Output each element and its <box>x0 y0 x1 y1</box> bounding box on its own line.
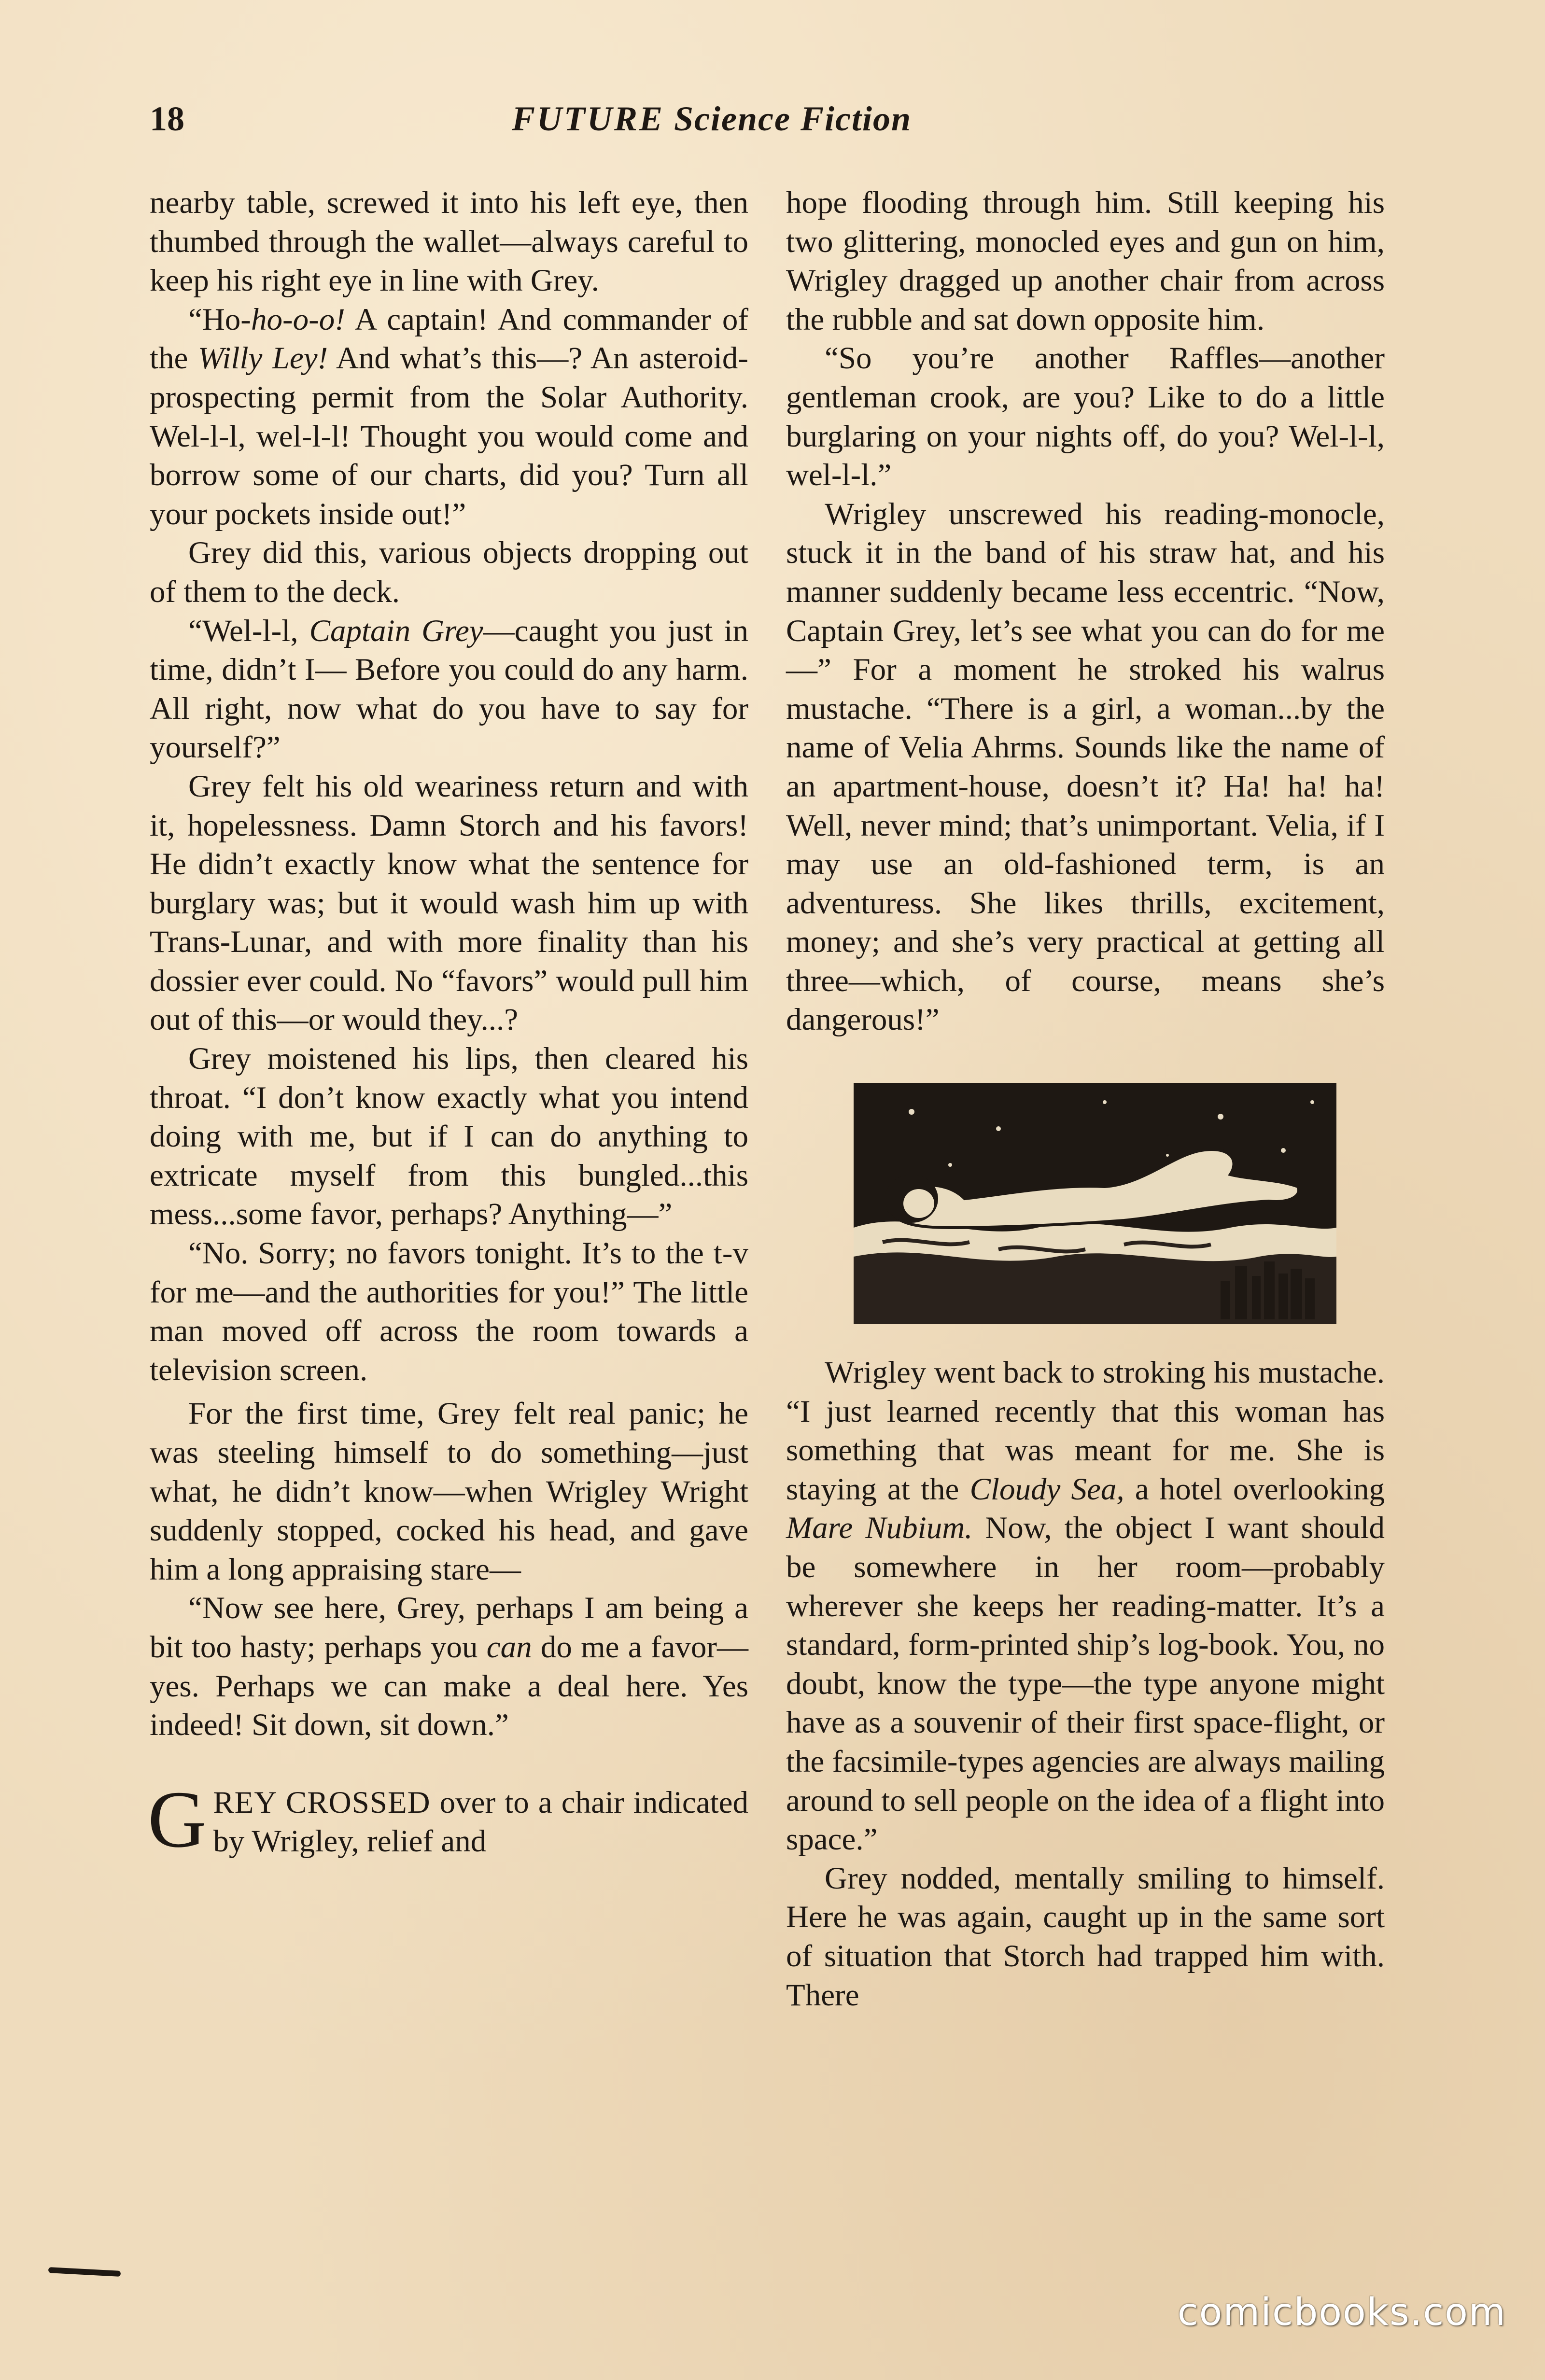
magazine-subtitle: Science Fiction <box>674 99 912 138</box>
paragraph: “So you’re another Raffles—another gentleman crook, are you? Like to do a little burglaring on your nights off, do you? Wel-l-l, wel-l-l.” <box>786 341 1385 493</box>
paragraph: “Ho-ho-o-o! A captain! And commander of the Willy Ley! And what’s this—? An asteroid-prospecting permit from the Solar Authority. Wel-l-l, wel-l-l! Thought you would come and borrow some of our charts, did you? Turn all your pockets inside out!” <box>150 302 748 532</box>
paragraph: Grey did this, various objects dropping out of them to the deck. <box>150 535 748 609</box>
paragraph: hope flooding through him. Still keeping his two glittering, monocled eyes and gun on him, Wrigley dragged up another chair from across the rubble and sat down opposite him. <box>786 185 1385 337</box>
section-paragraph: GREY CROSSED over to a chair indicated by Wrigley, relief and <box>148 1774 748 1864</box>
paragraph: Wrigley unscrewed his reading-monocle, stuck it in the band of his straw hat, and his manner suddenly became less eccentric. “Now, Captain Grey, let’s see what you can do for me—” For a moment he stroked his walrus mustache. “There is a girl, a woman...by the name of Velia Ahrms. Sounds like the name of an apartment-house, doesn’t it? Ha! ha! ha! Well, never mind; that’s unimportant. Velia, if I may use an old-fashioned term, is an adventuress. She likes thrills, excitement, money; and she’s very practical at getting all three—which, of course, means she’s dangerous!” <box>786 496 1385 1037</box>
magazine-name: FUTURE <box>512 99 665 138</box>
paragraph: Wrigley went back to stroking his mustache. “I just learned recently that this woman has something that was meant for me. She is staying at the Cloudy Sea, a hotel overlooking Mare Nubium. Now, the object I want should be somewhere in her room—probably wherever she keeps her reading-matter. It’s a standard, form-printed ship’s log-book. You, no doubt, know the type—the type anyone might have as a souvenir of their first space-flight, or the facsimile-types agencies are always mailing around to sell people on the idea of a flight into space.” <box>786 1355 1385 1857</box>
floating-woman-illustration <box>854 1083 1336 1324</box>
paragraph: nearby table, screwed it into his left eye, then thumbed through the wallet—always careful to keep his right eye in line with Grey. <box>150 185 748 298</box>
running-head <box>512 99 912 139</box>
paragraph: “Wel-l-l, Captain Grey—caught you just in time, didn’t I— Before you could do any harm. All right, now what do you have to say for yourself?” <box>150 613 749 765</box>
drop-cap: G <box>148 1774 207 1864</box>
paragraph: Grey moistened his lips, then cleared his throat. “I don’t know exactly what you intend doing with me, but if I can do anything to extricate myself from this bungled...this mess...some favor, perhaps? Anything—” <box>150 1041 748 1232</box>
paragraph: “Now see here, Grey, perhaps I am being a bit too hasty; perhaps you can do me a favor—yes. Perhaps we can make a deal here. Yes indeed! Sit down, sit down.” <box>150 1591 748 1743</box>
paragraph: “No. Sorry; no favors tonight. It’s to the t-v for me—and the authorities for you!” The little man moved off across the room towards a television screen. <box>150 1236 748 1387</box>
ink-smudge <box>48 2267 121 2277</box>
paragraph: For the first time, Grey felt real panic; he was steeling himself to do something—just what, he didn’t know—when Wrigley Wright suddenly stopped, cocked his head, and gave him a long appraising stare— <box>150 1396 748 1587</box>
left-column <box>148 183 749 1864</box>
watermark: comicbooks.com <box>1177 2291 1506 2334</box>
page-number: 18 <box>150 99 184 138</box>
paragraph: Grey nodded, mentally smiling to himself. Here he was again, caught up in the same sort of situation that Storch had trapped him with. There <box>786 1861 1385 2013</box>
right-column <box>786 183 1385 2015</box>
paragraph: Grey felt his old weariness return and with it, hopelessness. Damn Storch and his favors! He didn’t exactly know what the sentence for burglary was; but it would wash him up with Trans-Lunar, and with more finality than his dossier ever could. No “favors” would pull him out of this—or would they...? <box>150 769 748 1037</box>
